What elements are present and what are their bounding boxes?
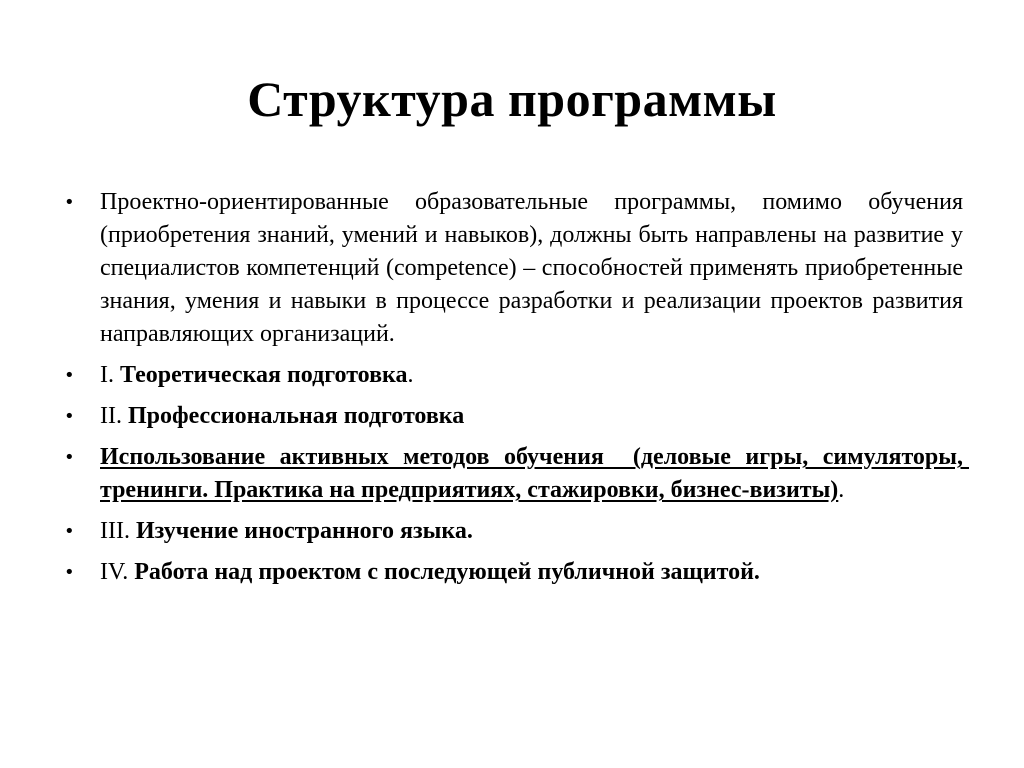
bullet-bold-text: Изучение иностранного языка.	[135, 518, 473, 544]
slide-title: Структура программы	[247, 71, 777, 127]
bullet-item-intro	[64, 186, 963, 351]
bullet-dot-icon: •	[64, 562, 75, 583]
bullet-bold-text: Теоретическая подготовка	[120, 362, 408, 388]
bullet-suffix: .	[838, 477, 845, 503]
bullet-item-theory	[64, 359, 963, 392]
bullet-item-professional	[64, 400, 963, 433]
bullet-item-active-methods	[64, 441, 969, 507]
bullet-dot-icon: •	[64, 192, 75, 213]
bullet-item-project	[64, 556, 963, 589]
bullet-dot-icon: •	[64, 521, 75, 542]
bullet-dot-icon: •	[64, 447, 75, 468]
bullet-text: Проектно-ориентированные образовательные программы, помимо обучения (приобретения знаний, умений и навыков), должны быть направлены на развитие у специалистов компетенций (competence) – способностей применять приобретенные знания, умения и навыки в процессе разработки и реализации проектов развития направляющих организаций.	[100, 189, 963, 347]
bullet-bold-text: Профессиональная подготовка	[127, 403, 465, 429]
bullet-dot-icon: •	[64, 406, 75, 427]
bullet-prefix: IV.	[100, 559, 135, 585]
bullet-bold-underlined-text: Использование активных методов обучения (деловые игры, симуляторы, тренинги. Практика на предприятиях, стажировки, бизнес-визиты)	[100, 444, 969, 503]
bullet-prefix: III.	[100, 518, 136, 544]
bullet-list	[64, 186, 969, 597]
bullet-dot-icon: •	[64, 365, 75, 386]
bullet-prefix: I.	[100, 362, 120, 388]
bullet-bold-text: Работа над проектом с последующей публичной защитой.	[134, 559, 760, 585]
bullet-suffix: .	[407, 362, 414, 388]
bullet-prefix: II.	[100, 403, 128, 429]
bullet-item-language	[64, 515, 963, 548]
